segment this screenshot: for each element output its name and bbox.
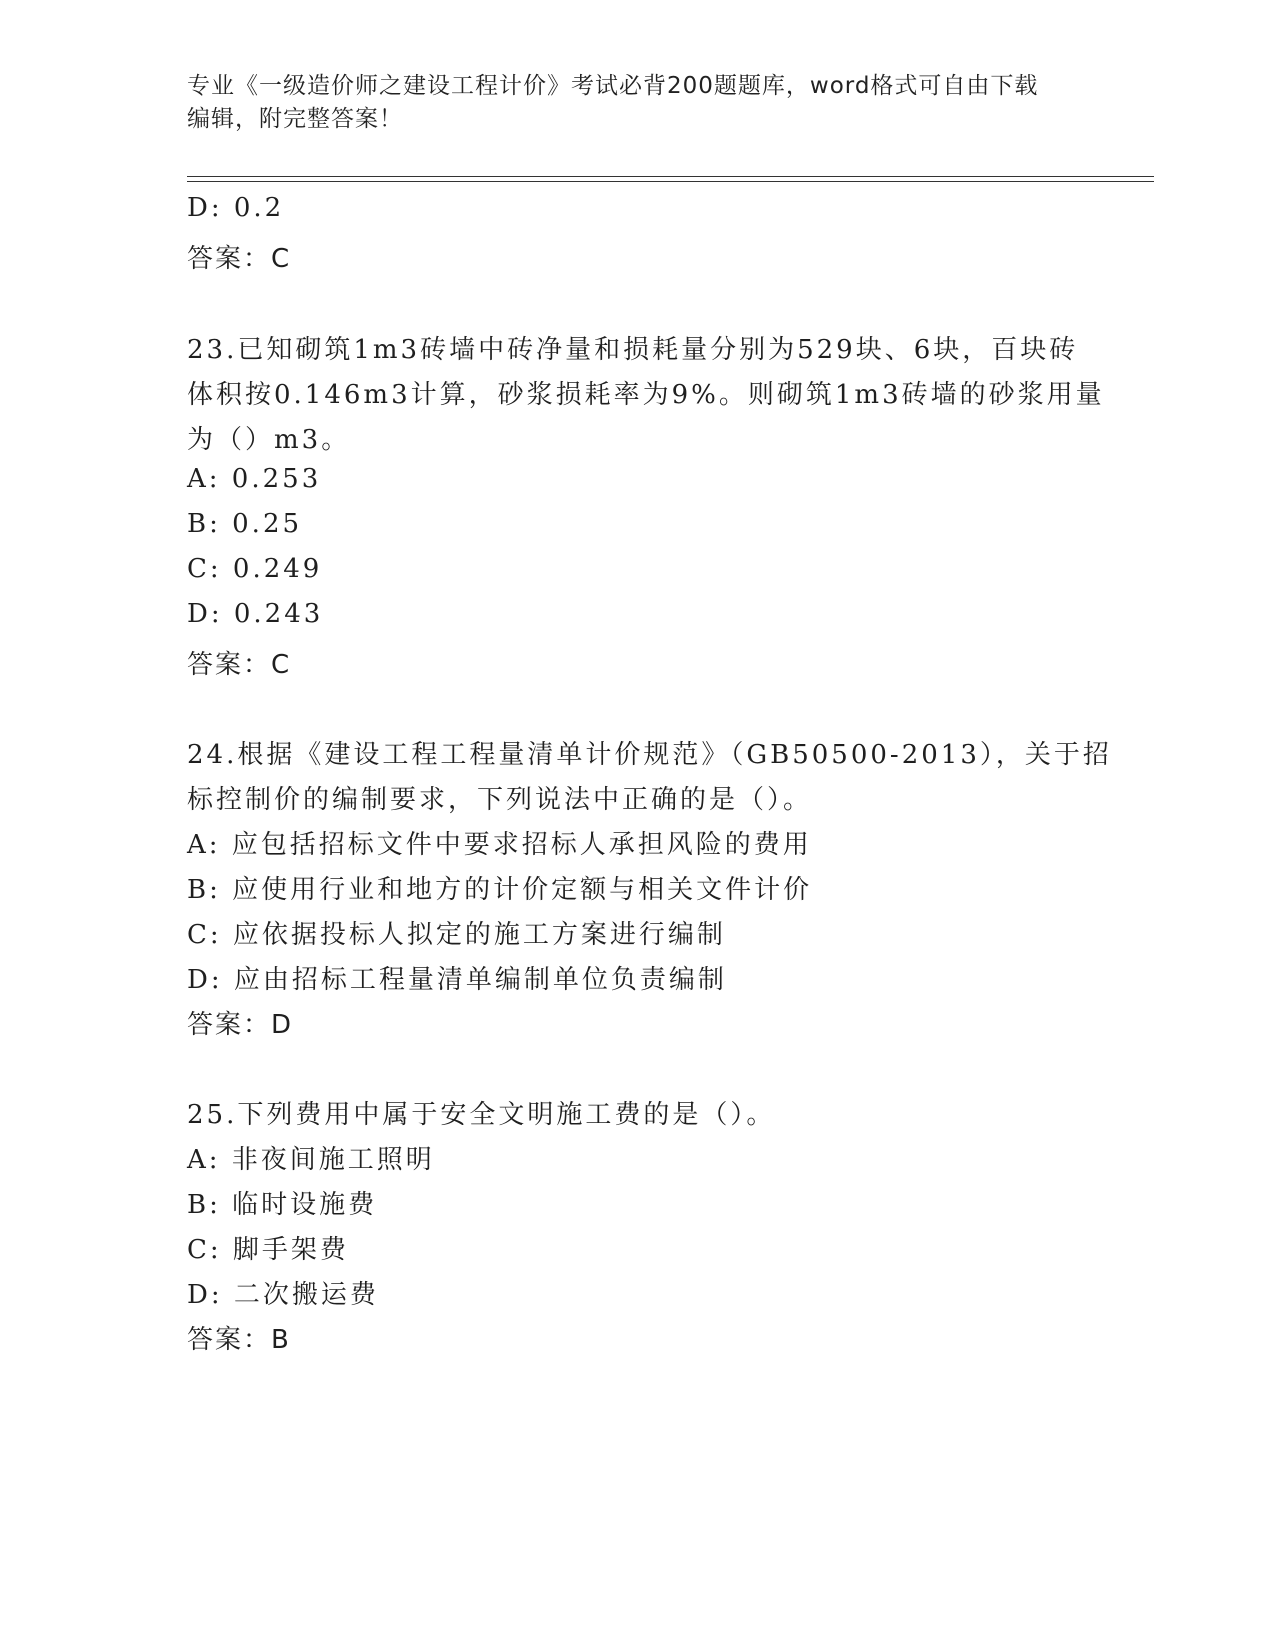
q25-option-a: A: 非夜间施工照明 <box>187 1145 435 1175</box>
q24-option-d: D: 应由招标工程量清单编制单位负责编制 <box>187 965 727 995</box>
header-rule-top <box>187 176 1154 177</box>
q23-stem-line-2: 体积按0.146m3计算，砂浆损耗率为9%。则砌筑1m3砖墙的砂浆用量 <box>187 380 1105 410</box>
q23-stem-line-3: 为（）m3。 <box>187 425 351 455</box>
q24-stem-line-2: 标控制价的编制要求，下列说法中正确的是（）。 <box>187 785 813 815</box>
q23-stem-line-1: 23.已知砌筑1m3砖墙中砖净量和损耗量分别为529块、6块，百块砖 <box>187 335 1079 365</box>
q25-option-c: C: 脚手架费 <box>187 1235 349 1265</box>
q23-option-d: D: 0.243 <box>187 599 324 629</box>
q24-answer: 答案：D <box>187 1010 294 1040</box>
q23-option-b: B: 0.25 <box>187 509 303 539</box>
q24-option-b: B: 应使用行业和地方的计价定额与相关文件计价 <box>187 875 813 905</box>
header-line-2: 编辑，附完整答案！ <box>187 106 403 132</box>
q25-option-d: D: 二次搬运费 <box>187 1280 379 1310</box>
q23-option-a: A: 0.253 <box>187 464 322 494</box>
q25-option-b: B: 临时设施费 <box>187 1190 378 1220</box>
q25-stem-line-1: 25.下列费用中属于安全文明施工费的是（）。 <box>187 1100 776 1130</box>
prev-option-d: D: 0.2 <box>187 193 285 223</box>
header-line-1: 专业《一级造价师之建设工程计价》考试必背200题题库，word格式可自由下载 <box>187 73 1039 99</box>
header-rule-bottom <box>187 181 1154 182</box>
q24-option-a: A: 应包括招标文件中要求招标人承担风险的费用 <box>187 830 812 860</box>
page-header <box>187 70 1067 136</box>
q24-stem-line-1: 24.根据《建设工程工程量清单计价规范》（GB50500-2013），关于招 <box>187 740 1112 770</box>
q24-option-c: C: 应依据投标人拟定的施工方案进行编制 <box>187 920 726 950</box>
q23-option-c: C: 0.249 <box>187 554 323 584</box>
q25-answer: 答案：B <box>187 1325 291 1355</box>
q23-answer: 答案：C <box>187 650 292 680</box>
prev-answer: 答案：C <box>187 244 292 274</box>
